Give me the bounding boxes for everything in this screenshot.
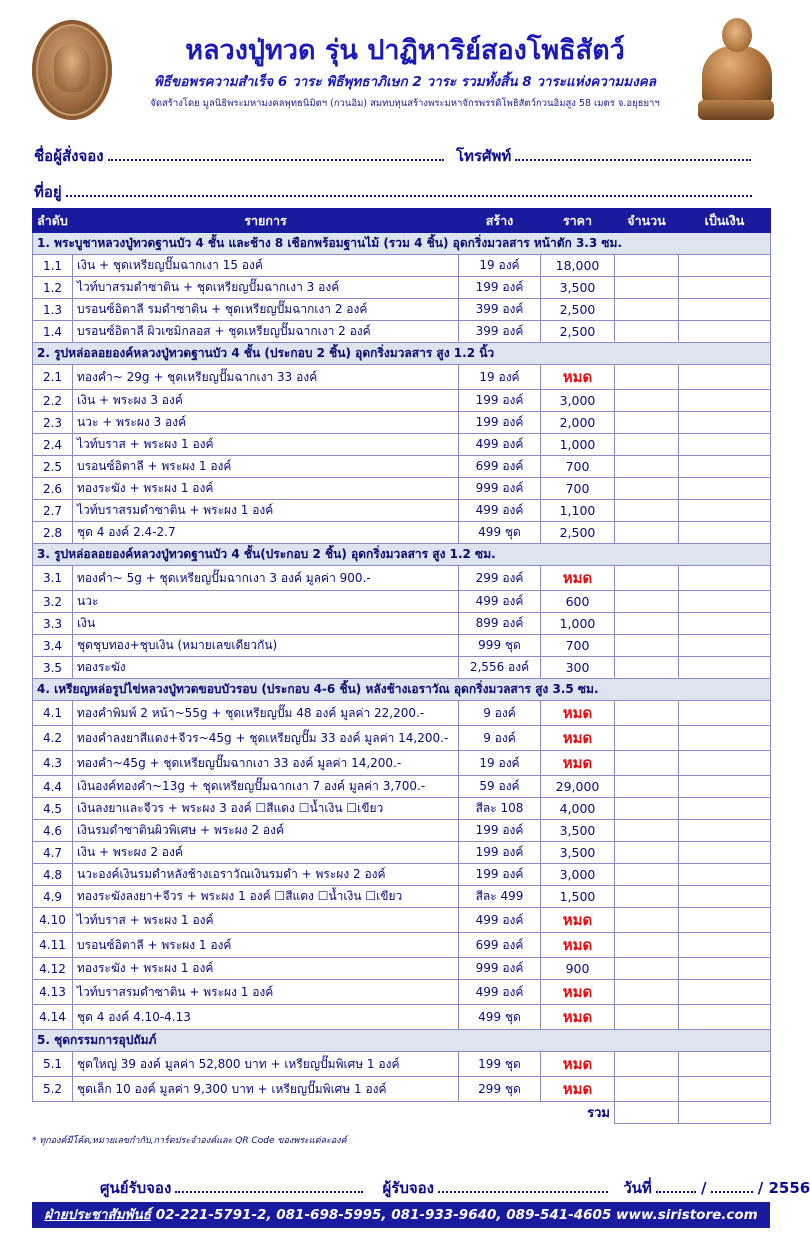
- row-item: ไวท์บราสรมดำซาติน + พระผง 1 องค์: [73, 980, 459, 1005]
- col-header-price: ราคา: [541, 209, 615, 233]
- row-made: 19 องค์: [459, 365, 541, 390]
- ceremony-subtitle: พิธีขอพรความสำเร็จ 6 วาระ พิธีพุทธาภิเษก 2 วาระ รวมทั้งสิ้น 8 วาระแห่งความมงคล: [153, 74, 657, 90]
- row-amount-input[interactable]: [679, 566, 771, 591]
- row-price: 1,100: [541, 500, 615, 522]
- row-item: ชุด 4 องค์ 4.10-4.13: [73, 1005, 459, 1030]
- date-separator: /: [701, 1179, 707, 1197]
- row-amount-input[interactable]: [679, 434, 771, 456]
- row-amount-input[interactable]: [679, 751, 771, 776]
- receiver-label: ผู้รับจอง: [382, 1179, 434, 1197]
- row-number: 4.8: [33, 864, 73, 886]
- row-qty-input[interactable]: [615, 299, 679, 321]
- row-made: 19 องค์: [459, 255, 541, 277]
- row-item: บรอนซ์อิตาลี รมดำซาติน + ชุดเหรียญปั๊มฉากเงา 2 องค์: [73, 299, 459, 321]
- address-field[interactable]: [34, 180, 752, 204]
- row-price: 4,000: [541, 798, 615, 820]
- row-made: 499 องค์: [459, 434, 541, 456]
- table-row: [33, 613, 771, 635]
- row-number: 1.4: [33, 321, 73, 343]
- row-made: 999 องค์: [459, 958, 541, 980]
- col-header-no: ลำดับ: [33, 209, 73, 233]
- row-price: 3,500: [541, 842, 615, 864]
- col-header-item: รายการ: [73, 209, 459, 233]
- row-qty-input[interactable]: [615, 456, 679, 478]
- row-number: 4.10: [33, 908, 73, 933]
- row-number: 4.13: [33, 980, 73, 1005]
- row-number: 2.5: [33, 456, 73, 478]
- row-soldout: หมด: [541, 980, 615, 1005]
- row-number: 1.3: [33, 299, 73, 321]
- row-soldout: หมด: [541, 1052, 615, 1077]
- row-item: ทองระฆัง: [73, 657, 459, 679]
- row-qty-input[interactable]: [615, 1005, 679, 1030]
- row-qty-input[interactable]: [615, 886, 679, 908]
- table-row: [33, 820, 771, 842]
- row-soldout: หมด: [541, 365, 615, 390]
- row-number: 2.2: [33, 390, 73, 412]
- row-number: 4.5: [33, 798, 73, 820]
- row-price: 3,500: [541, 277, 615, 299]
- row-item: ทองคำ~ 29g + ชุดเหรียญปั๊มฉากเงา 33 องค์: [73, 365, 459, 390]
- row-number: 4.3: [33, 751, 73, 776]
- row-made: 299 ชุด: [459, 1077, 541, 1102]
- row-soldout: หมด: [541, 908, 615, 933]
- row-number: 2.6: [33, 478, 73, 500]
- table-row: [33, 299, 771, 321]
- row-made: 199 องค์: [459, 820, 541, 842]
- row-price: 2,500: [541, 299, 615, 321]
- total-amount-input[interactable]: [679, 1102, 771, 1124]
- row-item: ทองระฆัง + พระผง 1 องค์: [73, 958, 459, 980]
- table-row: [33, 566, 771, 591]
- row-made: 59 องค์: [459, 776, 541, 798]
- row-amount-input[interactable]: [679, 908, 771, 933]
- row-number: 3.5: [33, 657, 73, 679]
- row-made: 199 องค์: [459, 864, 541, 886]
- row-amount-input[interactable]: [679, 864, 771, 886]
- row-amount-input[interactable]: [679, 933, 771, 958]
- table-row: [33, 908, 771, 933]
- row-amount-input[interactable]: [679, 412, 771, 434]
- table-row: [33, 412, 771, 434]
- date-label: วันที่: [623, 1179, 652, 1197]
- row-amount-input[interactable]: [679, 657, 771, 679]
- row-price: 1,500: [541, 886, 615, 908]
- row-item: ทองคำ~45g + ชุดเหรียญปั๊มฉากเงา 33 องค์ มูลค่า 14,200.-: [73, 751, 459, 776]
- row-number: 3.4: [33, 635, 73, 657]
- row-soldout: หมด: [541, 751, 615, 776]
- footnote: * ทุกองค์มีโค้ด,หมายเลขกำกับ,การ์ดประจำองค์และ QR Code ของพระแต่ละองค์: [32, 1136, 347, 1146]
- section-header-row: [33, 679, 771, 701]
- section-title: 1. พระบูชาหลวงปู่ทวดฐานบัว 4 ชั้น และช้าง 8 เชือกพร้อมฐานไม้ (รวม 4 ชิ้น) อุดกริ่งมวลสาร หน้าตัก 3.3 ซม.: [33, 233, 771, 255]
- row-item: เงินรมดำซาตินผิวพิเศษ + พระผง 2 องค์: [73, 820, 459, 842]
- date-year: / 2556: [757, 1179, 810, 1197]
- row-qty-input[interactable]: [615, 776, 679, 798]
- row-made: 499 องค์: [459, 500, 541, 522]
- table-row: [33, 277, 771, 299]
- row-made: 199 องค์: [459, 277, 541, 299]
- row-amount-input[interactable]: [679, 776, 771, 798]
- section-title: 4. เหรียญหล่อรูปไข่หลวงปู่ทวดขอบบัวรอบ (ประกอบ 4-6 ชิ้น) หลังช้างเอราวัณ อุดกริ่งมวลสาร สูง 3.5 ซม.: [33, 679, 771, 701]
- row-made: 199 องค์: [459, 412, 541, 434]
- table-row: [33, 1077, 771, 1102]
- table-row: [33, 321, 771, 343]
- row-made: สีละ 499: [459, 886, 541, 908]
- table-row: [33, 701, 771, 726]
- footer-fields: [100, 1176, 810, 1200]
- row-amount-input[interactable]: [679, 726, 771, 751]
- row-qty-input[interactable]: [615, 613, 679, 635]
- row-number: 4.9: [33, 886, 73, 908]
- row-soldout: หมด: [541, 701, 615, 726]
- row-number: 3.3: [33, 613, 73, 635]
- row-amount-input[interactable]: [679, 1005, 771, 1030]
- section-header-row: [33, 1030, 771, 1052]
- row-price: 2,500: [541, 522, 615, 544]
- row-qty-input[interactable]: [615, 1052, 679, 1077]
- row-item: เงินองค์ทองคำ~13g + ชุดเหรียญปั๊มฉากเงา 7 องค์ มูลค่า 3,700.-: [73, 776, 459, 798]
- row-price: 29,000: [541, 776, 615, 798]
- row-amount-input[interactable]: [679, 365, 771, 390]
- row-number: 5.2: [33, 1077, 73, 1102]
- row-item: เงินลงยาและจีวร + พระผง 3 องค์ ☐สีแดง ☐น้ำเงิน ☐เขียว: [73, 798, 459, 820]
- row-amount-input[interactable]: [679, 500, 771, 522]
- row-qty-input[interactable]: [615, 751, 679, 776]
- row-qty-input[interactable]: [615, 1077, 679, 1102]
- date-month-input[interactable]: [711, 1181, 753, 1193]
- section-header-row: [33, 544, 771, 566]
- row-qty-input[interactable]: [615, 726, 679, 751]
- row-item: ไวท์บราสรมดำซาติน + พระผง 1 องค์: [73, 500, 459, 522]
- total-row: [33, 1102, 771, 1124]
- row-item: บรอนซ์อิตาลี + พระผง 1 องค์: [73, 456, 459, 478]
- row-number: 3.2: [33, 591, 73, 613]
- row-item: ชุดใหญ่ 39 องค์ มูลค่า 52,800 บาท + เหรียญปั๊มพิเศษ 1 องค์: [73, 1052, 459, 1077]
- row-qty-input[interactable]: [615, 566, 679, 591]
- organizer-text: จัดสร้างโดย มูลนิธิพระมหามงคลพุทธนิมิตฯ (กวนอิม) สมทบทุนสร้างพระมหาจักรพรรดิโพธิสัตว์กวนอิมสูง 58 เมตร จ.อยุธยาฯ: [150, 98, 660, 109]
- name-field[interactable]: [34, 144, 444, 168]
- row-qty-input[interactable]: [615, 390, 679, 412]
- row-made: 199 ชุด: [459, 1052, 541, 1077]
- row-amount-input[interactable]: [679, 701, 771, 726]
- table-row: [33, 776, 771, 798]
- center-label: ศูนย์รับจอง: [100, 1179, 172, 1197]
- address-label: ที่อยู่: [34, 183, 62, 201]
- row-price: 700: [541, 456, 615, 478]
- table-row: [33, 591, 771, 613]
- table-row: [33, 1052, 771, 1077]
- row-made: 199 องค์: [459, 390, 541, 412]
- table-row: [33, 958, 771, 980]
- row-amount-input[interactable]: [679, 522, 771, 544]
- row-price: 700: [541, 635, 615, 657]
- table-row: [33, 933, 771, 958]
- row-item: ชุด 4 องค์ 2.4-2.7: [73, 522, 459, 544]
- row-made: 9 องค์: [459, 701, 541, 726]
- header: [0, 0, 800, 135]
- row-made: 299 องค์: [459, 566, 541, 591]
- phone-field[interactable]: [456, 144, 751, 168]
- table-row: [33, 1005, 771, 1030]
- row-qty-input[interactable]: [615, 321, 679, 343]
- row-qty-input[interactable]: [615, 500, 679, 522]
- row-number: 2.1: [33, 365, 73, 390]
- row-price: 3,000: [541, 390, 615, 412]
- row-made: 2,556 องค์: [459, 657, 541, 679]
- row-number: 4.7: [33, 842, 73, 864]
- row-number: 4.11: [33, 933, 73, 958]
- row-qty-input[interactable]: [615, 798, 679, 820]
- row-made: 9 องค์: [459, 726, 541, 751]
- row-made: 499 องค์: [459, 591, 541, 613]
- row-qty-input[interactable]: [615, 365, 679, 390]
- row-qty-input[interactable]: [615, 434, 679, 456]
- row-amount-input[interactable]: [679, 1052, 771, 1077]
- table-row: [33, 390, 771, 412]
- row-price: 600: [541, 591, 615, 613]
- total-qty-input[interactable]: [615, 1102, 679, 1124]
- row-number: 4.2: [33, 726, 73, 751]
- row-number: 1.2: [33, 277, 73, 299]
- phone-label: โทรศัพท์: [456, 147, 512, 165]
- row-item: เงิน: [73, 613, 459, 635]
- date-day-input[interactable]: [656, 1181, 696, 1193]
- row-price: 18,000: [541, 255, 615, 277]
- row-amount-input[interactable]: [679, 390, 771, 412]
- row-item: บรอนซ์อิตาลี + พระผง 1 องค์: [73, 933, 459, 958]
- row-item: เงิน + พระผง 3 องค์: [73, 390, 459, 412]
- section-header-row: [33, 233, 771, 255]
- row-soldout: หมด: [541, 1005, 615, 1030]
- row-soldout: หมด: [541, 726, 615, 751]
- row-amount-input[interactable]: [679, 456, 771, 478]
- row-number: 1.1: [33, 255, 73, 277]
- row-qty-input[interactable]: [615, 933, 679, 958]
- row-price: 900: [541, 958, 615, 980]
- col-header-made: สร้าง: [459, 209, 541, 233]
- row-price: 700: [541, 478, 615, 500]
- row-number: 2.8: [33, 522, 73, 544]
- row-item: ไวท์บราส + พระผง 1 องค์: [73, 908, 459, 933]
- row-amount-input[interactable]: [679, 980, 771, 1005]
- row-amount-input[interactable]: [679, 842, 771, 864]
- row-qty-input[interactable]: [615, 842, 679, 864]
- row-amount-input[interactable]: [679, 478, 771, 500]
- total-label: รวม: [587, 1106, 610, 1122]
- col-header-qty: จำนวน: [615, 209, 679, 233]
- amulet-coin-image: [32, 20, 112, 120]
- row-made: 399 องค์: [459, 321, 541, 343]
- row-number: 4.1: [33, 701, 73, 726]
- table-row: [33, 886, 771, 908]
- row-item: บรอนซ์อิตาลี ผิวเซมิกลอส + ชุดเหรียญปั๊มฉากเงา 2 องค์: [73, 321, 459, 343]
- row-item: ทองระฆังลงยา+จีวร + พระผง 1 องค์ ☐สีแดง ☐น้ำเงิน ☐เขียว: [73, 886, 459, 908]
- table-row: [33, 635, 771, 657]
- row-soldout: หมด: [541, 566, 615, 591]
- row-item: ทองระฆัง + พระผง 1 องค์: [73, 478, 459, 500]
- row-number: 3.1: [33, 566, 73, 591]
- row-made: 499 ชุด: [459, 522, 541, 544]
- row-item: ทองคำลงยาสีแดง+จีวร~45g + ชุดเหรียญปั๊ม 33 องค์ มูลค่า 14,200.-: [73, 726, 459, 751]
- row-made: 399 องค์: [459, 299, 541, 321]
- row-amount-input[interactable]: [679, 798, 771, 820]
- row-price: 1,000: [541, 613, 615, 635]
- table-row: [33, 478, 771, 500]
- row-item: เงิน + พระผง 2 องค์: [73, 842, 459, 864]
- row-amount-input[interactable]: [679, 958, 771, 980]
- row-made: สีละ 108: [459, 798, 541, 820]
- table-header-row: [33, 209, 771, 233]
- row-soldout: หมด: [541, 1077, 615, 1102]
- row-qty-input[interactable]: [615, 255, 679, 277]
- table-row: [33, 500, 771, 522]
- monk-statue-image: [698, 18, 774, 120]
- section-title: 3. รูปหล่อลอยองค์หลวงปู่ทวดฐานบัว 4 ชั้น(ประกอบ 2 ชิ้น) อุดกริ่งมวลสาร สูง 1.2 ซม.: [33, 544, 771, 566]
- row-qty-input[interactable]: [615, 820, 679, 842]
- row-made: 699 องค์: [459, 456, 541, 478]
- row-qty-input[interactable]: [615, 701, 679, 726]
- row-qty-input[interactable]: [615, 908, 679, 933]
- page-title: หลวงปู่ทวด รุ่น ปาฏิหาริย์สองโพธิสัตว์: [185, 35, 625, 66]
- table-row: [33, 456, 771, 478]
- row-item: ทองคำพิมพ์ 2 หน้า~55g + ชุดเหรียญปั๊ม 48 องค์ มูลค่า 22,200.-: [73, 701, 459, 726]
- row-item: ทองคำ~ 5g + ชุดเหรียญปั๊มฉากเงา 3 องค์ มูลค่า 900.-: [73, 566, 459, 591]
- table-row: [33, 751, 771, 776]
- row-item: เงิน + ชุดเหรียญปั๊มฉากเงา 15 องค์: [73, 255, 459, 277]
- row-qty-input[interactable]: [615, 980, 679, 1005]
- contact-numbers: 02-221-5791-2, 081-698-5995, 081-933-9640, 089-541-4605 www.siristore.com: [155, 1207, 758, 1223]
- row-number: 4.4: [33, 776, 73, 798]
- row-price: 1,000: [541, 434, 615, 456]
- row-made: 699 องค์: [459, 933, 541, 958]
- table-row: [33, 798, 771, 820]
- row-amount-input[interactable]: [679, 299, 771, 321]
- table-row: [33, 980, 771, 1005]
- row-qty-input[interactable]: [615, 478, 679, 500]
- row-amount-input[interactable]: [679, 886, 771, 908]
- name-label: ชื่อผู้สั่งจอง: [34, 147, 104, 165]
- section-title: 5. ชุดกรรมการอุปถัมภ์: [33, 1030, 771, 1052]
- table-row: [33, 657, 771, 679]
- row-qty-input[interactable]: [615, 864, 679, 886]
- row-made: 199 องค์: [459, 842, 541, 864]
- row-amount-input[interactable]: [679, 635, 771, 657]
- row-qty-input[interactable]: [615, 958, 679, 980]
- row-item: ไวท์บาสรมดำซาติน + ชุดเหรียญปั๊มฉากเงา 3 องค์: [73, 277, 459, 299]
- row-qty-input[interactable]: [615, 412, 679, 434]
- row-item: ชุดเล็ก 10 องค์ มูลค่า 9,300 บาท + เหรียญปั๊มพิเศษ 1 องค์: [73, 1077, 459, 1102]
- row-amount-input[interactable]: [679, 591, 771, 613]
- row-item: ชุดชุบทอง+ชุบเงิน (หมายเลขเดียวกัน): [73, 635, 459, 657]
- contact-label: ฝ่ายประชาสัมพันธ์: [44, 1207, 151, 1223]
- col-header-amount: เป็นเงิน: [679, 209, 771, 233]
- row-price: 2,500: [541, 321, 615, 343]
- row-soldout: หมด: [541, 933, 615, 958]
- receiver-input[interactable]: [438, 1181, 608, 1193]
- row-qty-input[interactable]: [615, 277, 679, 299]
- row-number: 4.6: [33, 820, 73, 842]
- row-made: 999 องค์: [459, 478, 541, 500]
- row-number: 4.12: [33, 958, 73, 980]
- row-made: 499 องค์: [459, 908, 541, 933]
- row-made: 499 องค์: [459, 980, 541, 1005]
- table-row: [33, 842, 771, 864]
- row-item: นวะ + พระผง 3 องค์: [73, 412, 459, 434]
- row-qty-input[interactable]: [615, 522, 679, 544]
- row-price: 3,500: [541, 820, 615, 842]
- table-row: [33, 365, 771, 390]
- row-amount-input[interactable]: [679, 321, 771, 343]
- row-price: 2,000: [541, 412, 615, 434]
- order-table: [32, 208, 771, 1124]
- table-row: [33, 864, 771, 886]
- row-number: 5.1: [33, 1052, 73, 1077]
- row-item: ไวท์บราส + พระผง 1 องค์: [73, 434, 459, 456]
- row-qty-input[interactable]: [615, 591, 679, 613]
- table-row: [33, 522, 771, 544]
- row-amount-input[interactable]: [679, 1077, 771, 1102]
- row-qty-input[interactable]: [615, 657, 679, 679]
- row-item: นวะ: [73, 591, 459, 613]
- table-row: [33, 726, 771, 751]
- row-item: นวะองค์เงินรมดำหลังช้างเอราวัณเงินรมดำ + พระผง 2 องค์: [73, 864, 459, 886]
- center-input[interactable]: [175, 1181, 363, 1193]
- row-qty-input[interactable]: [615, 635, 679, 657]
- section-header-row: [33, 343, 771, 365]
- row-amount-input[interactable]: [679, 613, 771, 635]
- row-made: 899 องค์: [459, 613, 541, 635]
- row-amount-input[interactable]: [679, 255, 771, 277]
- row-price: 300: [541, 657, 615, 679]
- row-amount-input[interactable]: [679, 277, 771, 299]
- table-row: [33, 434, 771, 456]
- row-made: 499 ชุด: [459, 1005, 541, 1030]
- row-amount-input[interactable]: [679, 820, 771, 842]
- section-title: 2. รูปหล่อลอยองค์หลวงปู่ทวดฐานบัว 4 ชั้น (ประกอบ 2 ชิ้น) อุดกริ่งมวลสาร สูง 1.2 นิ้ว: [33, 343, 771, 365]
- row-made: 19 องค์: [459, 751, 541, 776]
- row-made: 999 ชุด: [459, 635, 541, 657]
- row-number: 2.7: [33, 500, 73, 522]
- row-number: 2.4: [33, 434, 73, 456]
- contact-bar: [32, 1202, 770, 1228]
- row-price: 3,000: [541, 864, 615, 886]
- row-number: 2.3: [33, 412, 73, 434]
- row-number: 4.14: [33, 1005, 73, 1030]
- table-row: [33, 255, 771, 277]
